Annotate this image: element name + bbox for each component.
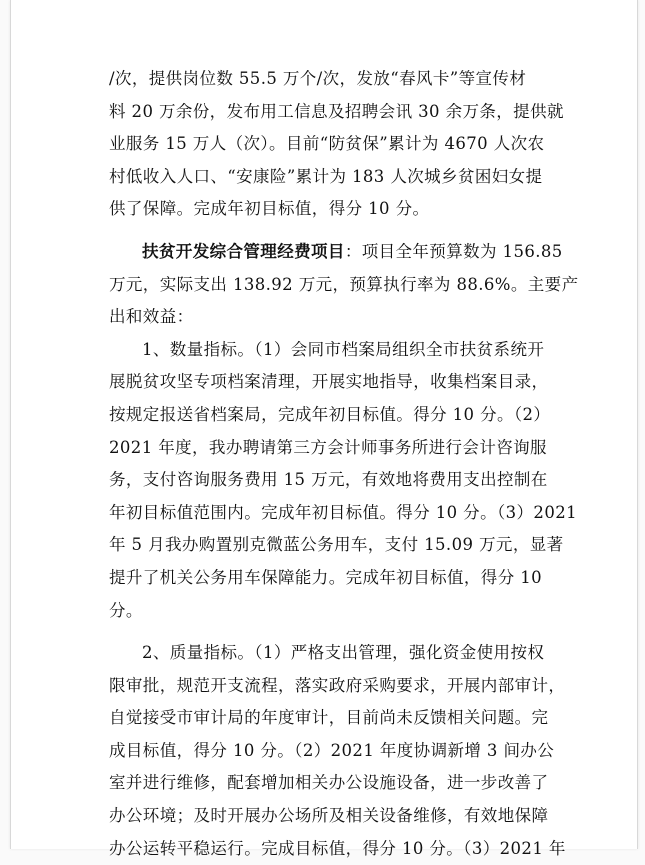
text-line: 办公运转平稳运行。完成目标值，得分 10 分。（3）2021 年 — [109, 838, 566, 858]
text-line — [109, 236, 563, 269]
text-line: 年初目标值范围内。完成年初目标值。得分 10 分。（3）2021 — [109, 502, 578, 522]
text-line: 限审批，规范开支流程，落实政府采购要求，开展内部审计， — [109, 675, 566, 695]
text-line: /次，提供岗位数 55.5 万个/次，发放“春风卡”等宣传材 — [109, 69, 527, 88]
text-line: 按规定报送省档案局，完成年初目标值。得分 10 分。（2） — [109, 404, 551, 424]
text-line: 室并进行维修，配套增加相关办公设施设备，进一步改善了 — [109, 773, 549, 793]
text-line: 展脱贫攻坚专项档案清理，开展实地指导，收集档案目录， — [109, 372, 549, 392]
text-line: 年 5 月我办购置别克微蓝公务用车，支付 15.09 万元，显著 — [109, 535, 564, 555]
text-span: ：项目全年预算数为 156.85 — [344, 241, 563, 261]
text-line: 2、质量指标。（1）严格支出管理，强化资金使用按权 — [142, 643, 545, 663]
text-line: 出和效益： — [109, 307, 194, 327]
text-line: 提升了机关公务用车保障能力。完成年初目标值，得分 10 — [109, 567, 543, 587]
text-line: 办公环境；及时开展办公场所及相关设备维修，有效地保障 — [109, 806, 549, 826]
section-heading: 扶贫开发综合管理经费项目 — [142, 241, 345, 261]
text-line: 1、数量指标。（1）会同市档案局组织全市扶贫系统开 — [142, 339, 545, 359]
text-line: 村低收入人口、“安康险”累计为 183 人次城乡贫困妇女提 — [109, 166, 543, 186]
text-line: 万元，实际支出 138.92 万元，预算执行率为 88.6%。主要产 — [109, 274, 579, 294]
text-line: 供了保障。完成年初目标值，得分 10 分。 — [109, 199, 430, 219]
text-line: 业服务 15 万人（次）。目前“防贫保”累计为 4670 人次农 — [109, 134, 545, 154]
text-line: 2021 年度，我办聘请第三方会计师事务所进行会计咨询服 — [109, 437, 547, 457]
document-body — [109, 63, 579, 865]
text-line: 自觉接受市审计局的年度审计，目前尚未反馈相关问题。完 — [109, 708, 549, 728]
text-line: 分。 — [109, 600, 143, 620]
document-page — [10, 0, 638, 858]
text-line: 务，支付咨询服务费用 15 万元，有效地将费用支出控制在 — [109, 470, 548, 490]
text-line: 料 20 万余份，发布用工信息及招聘会讯 30 余万条，提供就 — [109, 101, 564, 121]
text-line: 成目标值，得分 10 分。（2）2021 年度协调新增 3 间办公 — [109, 740, 555, 760]
